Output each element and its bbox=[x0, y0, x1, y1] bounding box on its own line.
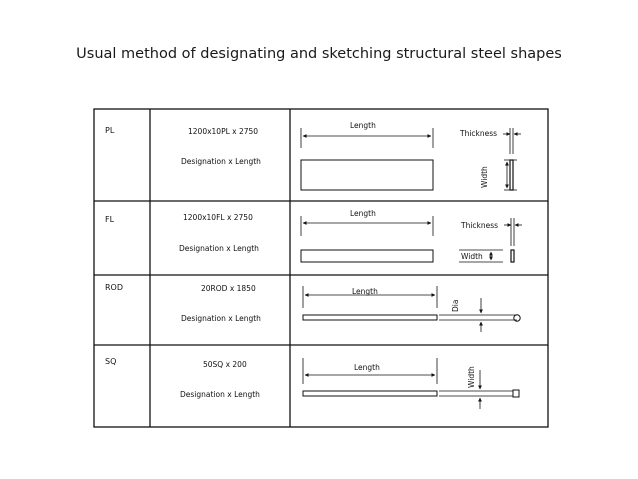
dim-width-fl: Width bbox=[461, 252, 483, 261]
designation-caption-rod: Designation x Length bbox=[181, 314, 261, 323]
dim-width-sq: Width bbox=[467, 366, 476, 388]
dim-dia-rod: Dia bbox=[451, 299, 460, 312]
dim-thickness-fl: Thickness bbox=[461, 221, 499, 230]
designation-caption-sq: Designation x Length bbox=[180, 390, 260, 399]
steel-shapes-table bbox=[93, 108, 549, 428]
square-bar-sketch bbox=[303, 358, 519, 409]
dim-length-rod: Length bbox=[352, 287, 378, 296]
dim-width-pl: Width bbox=[480, 166, 489, 188]
designation-fl: 1200x10FL x 2750 bbox=[183, 213, 253, 222]
designation-caption-pl: Designation x Length bbox=[181, 157, 261, 166]
slide-title: Usual method of designating and sketching structural steel shapes bbox=[76, 46, 562, 62]
dim-length-fl: Length bbox=[350, 209, 376, 218]
designation-pl: 1200x10PL x 2750 bbox=[188, 127, 259, 136]
shape-code-pl: PL bbox=[105, 126, 115, 135]
dim-length-sq: Length bbox=[354, 363, 380, 372]
table-drawing bbox=[93, 108, 549, 428]
rod-sketch bbox=[303, 286, 520, 332]
shape-code-fl: FL bbox=[105, 215, 115, 224]
designation-caption-fl: Designation x Length bbox=[179, 244, 259, 253]
dim-length-pl: Length bbox=[350, 121, 376, 130]
designation-rod: 20ROD x 1850 bbox=[201, 284, 256, 293]
designation-sq: 50SQ x 200 bbox=[203, 360, 247, 369]
shape-code-rod: ROD bbox=[105, 283, 124, 292]
shape-code-sq: SQ bbox=[105, 357, 117, 366]
dim-thickness-pl: Thickness bbox=[460, 129, 498, 138]
